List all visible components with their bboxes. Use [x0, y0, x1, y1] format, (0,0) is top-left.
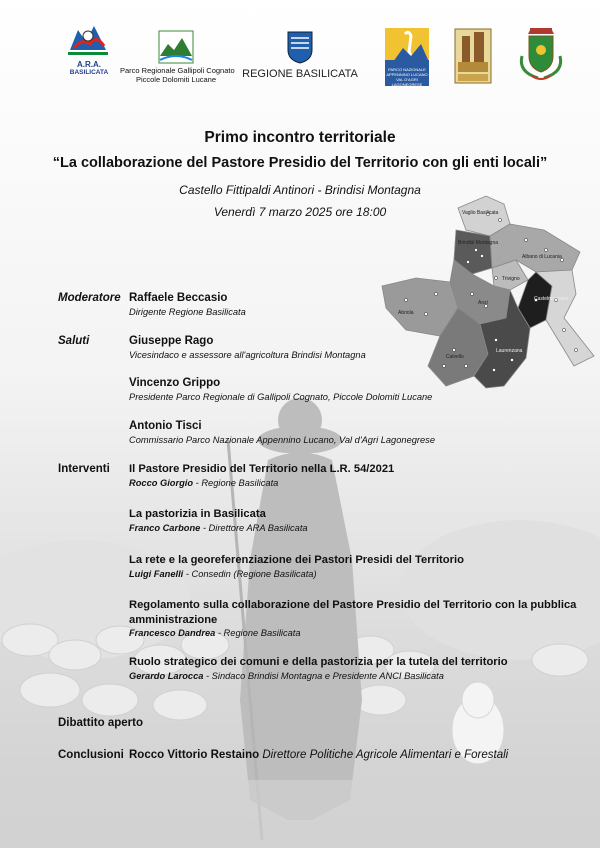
intervento-speaker-line-1: [129, 478, 278, 488]
comune-stemma-icon: [454, 28, 492, 84]
territory-map: [376, 190, 598, 400]
saluti-name-1: Giuseppe Rago: [129, 335, 214, 347]
conclusioni-name: Rocco Vittorio Restaino: [129, 749, 260, 761]
intervento-title-5: Ruolo strategico dei comuni e della pastorizia per la tutela del territorio: [129, 656, 508, 668]
intervento-speaker-1: Rocco Giorgio: [129, 478, 194, 488]
stork-icon: [385, 28, 429, 62]
intervento-speaker-line-2: [129, 523, 308, 533]
parco-gallipoli-line1: Parco Regionale Gallipoli Cognato: [120, 66, 235, 75]
intervento-speaker-4: Francesco Dandrea: [129, 628, 216, 638]
map-label-vaglio: Vaglio Basilicata: [462, 210, 499, 216]
saluti-label: Saluti: [58, 335, 90, 347]
saluti-name-3: Antonio Tisci: [129, 420, 202, 432]
saluti-role-2: Presidente Parco Regionale di Gallipoli Cognato, Piccole Dolomiti Lucane: [129, 392, 433, 402]
parco-appennino-text: PARCO NAZIONALE APPENNINO LUCANO VAL D'AGRI LAGONEGRESE: [386, 67, 428, 87]
map-label-laurenzana: Laurenzana: [496, 348, 523, 354]
map-label-albano: Albano di Lucania: [522, 254, 562, 260]
event-venue: Castello Fittipaldi Antinori - Brindisi Montagna: [179, 183, 421, 197]
conclusioni-role: Direttore Politiche Agricole Alimentari e Forestali: [262, 749, 509, 761]
intervento-affiliation-3: - Consedin (Regione Basilicata): [183, 569, 317, 579]
page-title: Primo incontro territoriale: [204, 129, 396, 146]
map-label-trivigno: Trivigno: [502, 276, 520, 282]
interventi-label: Interventi: [58, 463, 110, 475]
regione-basilicata-caption: REGIONE BASILICATA: [242, 68, 358, 80]
comune-crest-icon: [516, 26, 566, 84]
event-date: Venerdì 7 marzo 2025 ore 18:00: [213, 205, 387, 219]
map-label-abriola: Abriola: [398, 310, 414, 316]
map-label-castelmezzano: Castelmezzano: [534, 296, 569, 302]
parco-appennino-logo: [385, 28, 429, 86]
moderatore-name: Raffaele Beccasio: [129, 292, 228, 304]
intervento-title-2: La pastorizia in Basilicata: [129, 508, 266, 520]
intervento-speaker-2: Franco Carbone: [129, 523, 201, 533]
intervento-title-3: La rete e la georeferenziazione dei Pastori Presidi del Territorio: [129, 554, 464, 566]
intervento-speaker-3: Luigi Fanelli: [129, 569, 184, 579]
conclusioni-line: [129, 749, 508, 761]
parco-gallipoli-line2: Piccole Dolomiti Lucane: [135, 75, 217, 84]
intervento-speaker-line-5: [129, 671, 444, 681]
intervento-title-1: Il Pastore Presidio del Territorio nella L.R. 54/2021: [129, 463, 395, 475]
saluti-role-3: Commissario Parco Nazionale Appennino Lucano, Val d'Agri Lagonegrese: [129, 435, 435, 445]
moderatore-label: Moderatore: [58, 292, 121, 304]
map-label-anzi: Anzi: [478, 300, 488, 306]
regione-basilicata-shield-icon: [286, 30, 314, 64]
saluti-name-2: Vincenzo Grippo: [129, 377, 221, 389]
intervento-speaker-5: Gerardo Larocca: [129, 671, 204, 681]
intervento-affiliation-2: - Direttore ARA Basilicata: [200, 523, 308, 533]
ara-logo-caption-bottom: BASILICATA: [69, 69, 109, 76]
intervento-speaker-line-3: [129, 569, 317, 579]
dibattito-label: Dibattito aperto: [58, 717, 143, 729]
map-label-brindisi: Brindisi Montagna: [458, 240, 499, 246]
parco-gallipoli-caption: [120, 66, 235, 84]
parco-gallipoli-logo: [158, 30, 194, 64]
intervento-affiliation-1: - Regione Basilicata: [193, 478, 279, 488]
intervento-affiliation-5: - Sindaco Brindisi Montagna e Presidente ANCI Basilicata: [203, 671, 444, 681]
page-subtitle: “La collaborazione del Pastore Presidio del Territorio con gli enti locali”: [52, 155, 548, 171]
moderatore-role: Dirigente Regione Basilicata: [129, 307, 246, 317]
ara-logo-caption-top: A.R.A.: [77, 60, 101, 69]
intervento-affiliation-4: - Regione Basilicata: [215, 628, 301, 638]
intervento-title-4: Regolamento sulla collaborazione del Pastore Presidio del Territorio con la pubblica amministrazione: [129, 599, 577, 626]
intervento-speaker-line-4: [129, 628, 301, 638]
saluti-role-1: Vicesindaco e assessore all'agricoltura Brindisi Montagna: [129, 350, 366, 360]
map-label-calvello: Calvello: [446, 354, 464, 360]
conclusioni-label: Conclusioni: [58, 749, 124, 761]
